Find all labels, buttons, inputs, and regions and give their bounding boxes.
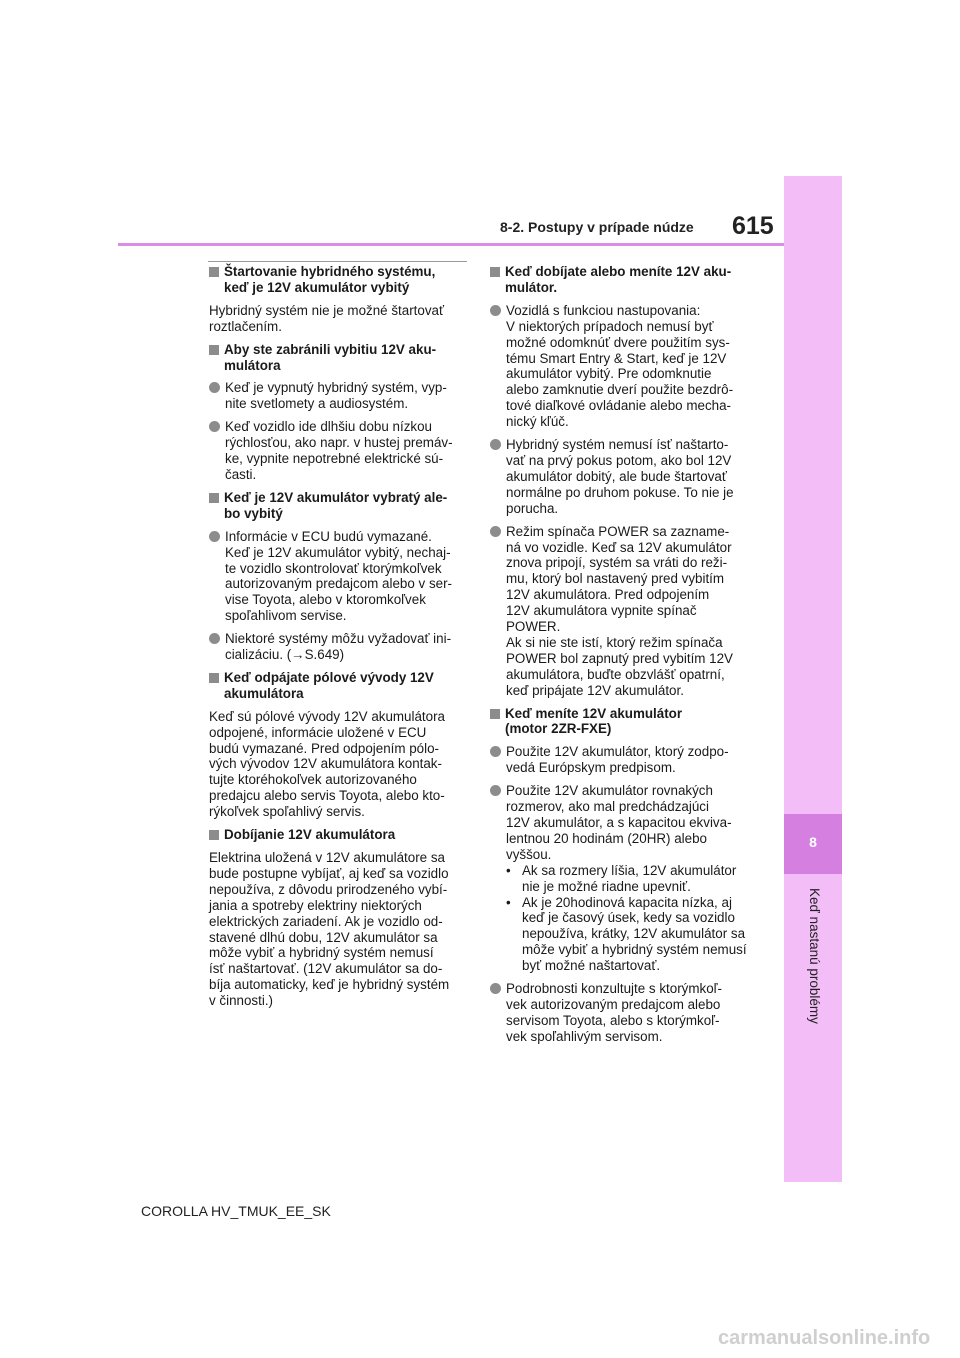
text-line: autorizovaným predajcom alebo v ser- [225,576,453,592]
text-line: akumulátora [224,685,304,701]
text-line: Keď meníte 12V akumulátor [505,705,683,721]
text-line: Keď vozidlo ide dlhšiu dobu nízkou [225,419,432,435]
text-line: Ak si nie ste istí, ktorý režim spínača [506,634,723,650]
text-line: cializáciu. (→S.649) [225,647,345,663]
text-line: bo vybitý [224,505,283,521]
text-line: Aby ste zabránili vybitiu 12V aku- [224,341,437,357]
text-line: predajcu alebo servis Toyota, alebo kto- [209,788,445,804]
small-bullet-icon: • [506,862,511,878]
text-line: akumulátor dobitý, ale bude štartovať [506,468,727,484]
text-line: znova pripojí, systém sa vráti do reži- [506,555,728,571]
text-line: rozmerov, ako mal predchádzajúci [506,799,709,815]
text-line: roztlačením. [209,318,282,334]
text-line: môže vybiť a hybridný systém nemusí [522,942,747,958]
text-line: Dobíjanie 12V akumulátora [224,827,396,843]
text-line: elektrických zariadení. Ak je vozidlo od- [209,913,443,929]
text-line: ná vo vozidle. Keď sa 12V akumulátor [506,539,732,555]
text-line: Informácie v ECU budú vymazané. [225,528,432,544]
text-line: nepoužíva, z dôvodu prirodzeného vybí- [209,881,448,897]
text-line: vise Toyota, alebo v ktoromkoľvek [225,592,426,608]
left-column [209,264,465,1016]
circle-bullet-icon [209,421,220,432]
subsection-heading [490,706,746,738]
text-line: Hybridný systém nie je možné štartovať [209,302,444,318]
text-line: možné odomknúť dvere použitím sys- [506,334,730,350]
text-line: vyššou. [506,846,552,862]
bullet-item [490,437,746,517]
text-line: porucha. [506,500,559,516]
sub-bullet-item [490,863,746,895]
circle-bullet-icon [490,746,501,757]
small-bullet-icon: • [506,894,511,910]
bullet-item [490,744,746,776]
subsection-heading [490,264,746,296]
text-line: 12V akumulátor, a s kapacitou ekviva- [506,815,732,830]
text-line: Keď je vypnutý hybridný systém, vyp- [225,380,447,396]
text-line: servisom Toyota, alebo s ktorýmkoľ- [506,1012,720,1028]
text-line: tové diaľkové ovládanie alebo mecha- [506,398,731,414]
watermark: carmanualsonline.info [718,1327,931,1349]
text-line: 12V akumulátora. Pred odpojením [506,587,710,603]
text-line: spoľahlivom servise. [225,608,347,624]
sub-bullet-item [490,895,746,975]
text-line: Použite 12V akumulátor, ktorý zodpo- [506,744,729,760]
text-line: rýkoľvek spoľahlivý servis. [209,804,365,820]
page-number: 615 [732,212,774,240]
circle-bullet-icon [209,531,220,542]
subsection-heading [209,670,465,702]
text-line: môže vybiť a hybridný systém nemusí [209,945,434,961]
paragraph [209,303,465,335]
text-line: Režim spínača POWER sa zazname- [506,523,730,539]
text-line: v činnosti.) [209,993,273,1009]
subsection-heading [209,490,465,522]
bullet-item [490,303,746,430]
document-id: COROLLA HV_TMUK_EE_SK [141,1203,331,1219]
text-line: Niektoré systémy môžu vyžadovať ini- [225,631,452,647]
text-line: 12V akumulátora vypnite spínač [506,603,697,619]
bullet-item [490,524,746,699]
circle-bullet-icon [490,785,501,796]
column-rule [208,261,467,262]
text-line: Keď sú pólové vývody 12V akumulátora [209,708,446,724]
square-marker-icon [209,267,219,277]
text-line: lentnou 20 hodinám (20HR) alebo [506,830,707,846]
text-line: vek spoľahlivým servisom. [506,1028,663,1044]
chapter-title: Keď nastanú problémy [807,888,822,1024]
bullet-item [209,380,465,412]
text-line: vých vývodov 12V akumulátora kontak- [209,756,442,772]
text-line: jania a spotreby elektriny niektorých [209,897,422,913]
paragraph [209,850,465,1009]
text-line: Keď je 12V akumulátor vybratý ale- [224,489,448,505]
chapter-side-tab [784,176,842,1182]
text-line: Keď odpájate pólové vývody 12V [224,669,434,685]
square-marker-icon [209,345,219,355]
text-line: nepoužíva, krátky, 12V akumulátor sa [522,926,746,942]
text-line: Elektrina uložená v 12V akumulátore sa [209,850,445,865]
text-line: alebo zamknutie dverí použite bezdrô- [506,382,734,398]
bullet-item [490,783,746,863]
text-line: stavené dlhú dobu, 12V akumulátor sa [209,929,438,945]
text-line: akumulátor vybitý. Pre odomknutie [506,366,712,382]
bullet-item [209,631,465,663]
text-line: budú vymazané. Pred odpojením pólo- [209,740,440,756]
text-line: časti. [225,466,257,482]
text-line: nický kľúč. [506,414,569,430]
square-marker-icon [490,267,500,277]
text-line: Keď dobíjate alebo meníte 12V aku- [505,264,732,279]
text-line: (motor 2ZR-FXE) [505,721,612,737]
text-line: POWER bol zapnutý pred vybitím 12V [506,650,733,666]
text-line: Ak je 20hodinová kapacita nízka, aj [522,894,732,910]
subsection-heading [209,342,465,374]
circle-bullet-icon [490,439,501,450]
header-rule [118,243,784,246]
text-line: bíja automaticky, keď je hybridný systém [209,977,450,993]
text-line: Hybridný systém nemusí ísť naštarto- [506,437,729,453]
subsection-heading [209,264,465,296]
text-line: nie je možné riadne upevniť. [522,878,691,894]
text-line: keď je 12V akumulátor vybitý [224,279,410,295]
circle-bullet-icon [209,633,220,644]
text-line: Keď je 12V akumulátor vybitý, nechaj- [225,544,451,560]
circle-bullet-icon [490,526,501,537]
text-line: Podrobnosti konzultujte s ktorýmkoľ- [506,981,723,997]
bullet-item [209,419,465,483]
text-line: ísť naštartovať. (12V akumulátor sa do- [209,961,443,977]
chapter-number: 8 [809,834,817,850]
text-line: keď pripájate 12V akumulátor. [506,682,684,698]
square-marker-icon [209,493,219,503]
text-line: mulátor. [505,279,558,295]
text-line: byť možné naštartovať. [522,958,661,974]
text-line: Štartovanie hybridného systému, [224,264,436,279]
text-line: mu, ktorý bol nastavený pred vybitím [506,571,725,587]
paragraph [209,709,465,820]
circle-bullet-icon [490,305,501,316]
text-line: tému Smart Entry & Start, keď je 12V [506,350,727,366]
square-marker-icon [490,709,500,719]
text-line: keď je časový úsek, kedy sa vozidlo [522,910,735,926]
bullet-item [209,529,465,624]
circle-bullet-icon [490,983,501,994]
square-marker-icon [209,830,219,840]
text-line: rýchlosťou, ako napr. v hustej premáv- [225,435,453,451]
text-line: normálne po druhom pokuse. To nie je [506,484,734,500]
text-line: te vozidlo skontrolovať ktorýmkoľvek [225,560,442,576]
section-title: 8-2. Postupy v prípade núdze [500,219,694,235]
text-line: nite svetlomety a audiosystém. [225,396,409,412]
text-line: akumulátora, buďte obzvlášť opatrní, [506,666,725,682]
text-line: mulátora [224,357,281,373]
text-line: vedá Európskym predpisom. [506,760,676,776]
text-line: odpojené, informácie uložené v ECU [209,724,427,740]
text-line: Použite 12V akumulátor rovnakých [506,783,713,799]
text-line: ke, vypnite nepotrebné elektrické sú- [225,451,444,467]
text-line: vek autorizovaným predajcom alebo [506,996,721,1012]
text-line: Vozidlá s funkciou nastupovania: [506,302,701,318]
text-line: POWER. [506,619,561,635]
text-line: vať na prvý pokus potom, ako bol 12V [506,452,732,468]
text-line: Ak sa rozmery líšia, 12V akumulátor [522,862,737,878]
right-column [490,264,746,1052]
subsection-heading [209,827,465,843]
text-line: tujte ktoréhokoľvek autorizovaného [209,772,417,788]
square-marker-icon [209,673,219,683]
text-line: V niektorých prípadoch nemusí byť [506,318,714,334]
text-line: bude postupne vybíjať, aj keď sa vozidlo [209,865,449,881]
bullet-item [490,981,746,1045]
circle-bullet-icon [209,382,220,393]
